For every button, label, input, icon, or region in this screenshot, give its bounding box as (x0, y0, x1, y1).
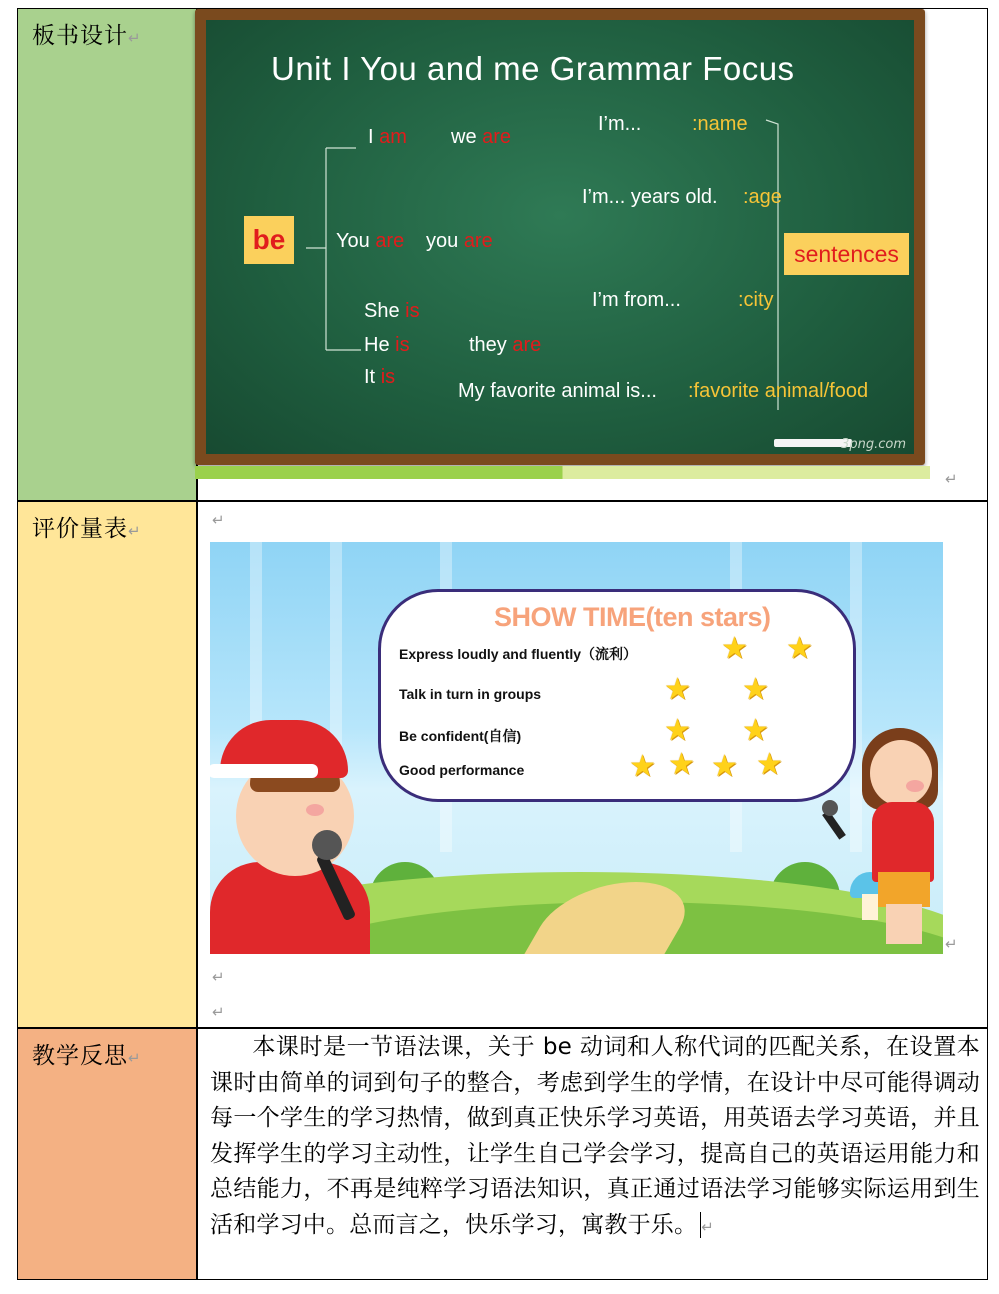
reflection-paragraph[interactable]: 本课时是一节语法课，关于 be 动词和人称代词的匹配关系，在设置本课时由简单的词到句子的整合，考虑到学生的学情，在设计中尽可能得调动每一个学生的学习热情，做到真正快乐学习英语，用英语去学习英语，并且发挥学生的学习主动性，让学生自己学会学习，提高自己的英语运用能力和总结能力，不再是纯粹学习语法知识，真正通过语法学习能够实际运用到生活和学习中。总而言之，快乐学习，寓教于乐。 ↵ (210, 1034, 980, 1238)
phrase-favorite: My favorite animal is... (458, 380, 657, 402)
boy-cheek (306, 804, 324, 816)
star-icon: ★ (786, 631, 813, 666)
reflection-label-cell (17, 1028, 197, 1280)
be-highlight: be (244, 216, 294, 264)
criterion-performance: Good performance (399, 762, 525, 778)
rubric-label-cell (17, 501, 197, 1028)
mushroom-stem (862, 894, 878, 920)
board-design-label-cell (17, 8, 197, 501)
show-time-image[interactable] (210, 542, 943, 954)
pronoun-you-plural: you are (426, 230, 493, 252)
paragraph-mark-icon: ↵ (212, 968, 225, 986)
star-icon: ★ (756, 747, 783, 782)
star-icon: ★ (629, 749, 656, 784)
phrase-city-label: :city (738, 289, 774, 311)
rubric-label: 评价量表↵ (32, 516, 142, 542)
pronoun-you: You are (336, 230, 405, 252)
star-icon: ★ (711, 749, 738, 784)
watermark: 3png.com (841, 437, 906, 452)
phrase-age: I’m... years old. (582, 186, 718, 208)
girl-legs (886, 904, 922, 944)
star-icon: ★ (664, 713, 691, 748)
star-icon: ★ (664, 672, 691, 707)
sentences-highlight: sentences (784, 233, 909, 275)
phrase-age-label: :age (743, 186, 782, 208)
phrase-city: I’m from... (592, 289, 681, 311)
board-title: Unit I You and me Grammar Focus (271, 50, 795, 87)
girl-face (870, 740, 932, 806)
star-icon: ★ (742, 672, 769, 707)
boy-cap-brim (210, 764, 318, 778)
criterion-groups: Talk in turn in groups (399, 686, 542, 702)
paragraph-mark-icon: ↵ (212, 1003, 225, 1021)
paragraph-mark-icon: ↵ (945, 935, 958, 953)
phrase-name-label: :name (692, 113, 748, 135)
pronoun-it: It is (364, 366, 396, 388)
show-time-title: SHOW TIME(ten stars) (494, 602, 771, 632)
reflection-label: 教学反思↵ (32, 1043, 142, 1069)
star-icon: ★ (721, 631, 748, 666)
board-design-label: 板书设计↵ (32, 23, 142, 49)
blackboard-image[interactable] (195, 9, 925, 465)
pronoun-i: I am (368, 126, 407, 148)
paragraph-mark-icon: ↵ (128, 522, 142, 540)
girl-body (872, 802, 934, 882)
microphone-head (312, 830, 342, 860)
star-icon: ★ (742, 713, 769, 748)
pronoun-we: we are (451, 126, 512, 148)
paragraph-mark-icon: ↵ (701, 1217, 714, 1236)
paragraph-mark-icon: ↵ (128, 1049, 142, 1067)
girl-skirt (878, 872, 930, 907)
paragraph-mark-icon: ↵ (128, 29, 142, 47)
blackboard-surface (206, 20, 914, 454)
paragraph-mark-icon: ↵ (945, 470, 958, 488)
pronoun-he: He is (364, 334, 410, 356)
criterion-confidence: Be confident(自信) (399, 728, 522, 744)
girl-cheek (906, 780, 924, 792)
board-bottom-strip (195, 466, 930, 479)
phrase-favorite-label: :favorite animal/food (688, 380, 869, 402)
phrase-name: I’m... (598, 113, 642, 135)
star-icon: ★ (668, 747, 695, 782)
criterion-fluency: Express loudly and fluently（流利） (399, 646, 638, 662)
rubric-bubble (378, 589, 856, 802)
pronoun-she: She is (364, 300, 420, 322)
pronoun-they: they are (469, 334, 542, 356)
paragraph-mark-icon: ↵ (212, 511, 225, 529)
microphone-head (822, 800, 838, 816)
